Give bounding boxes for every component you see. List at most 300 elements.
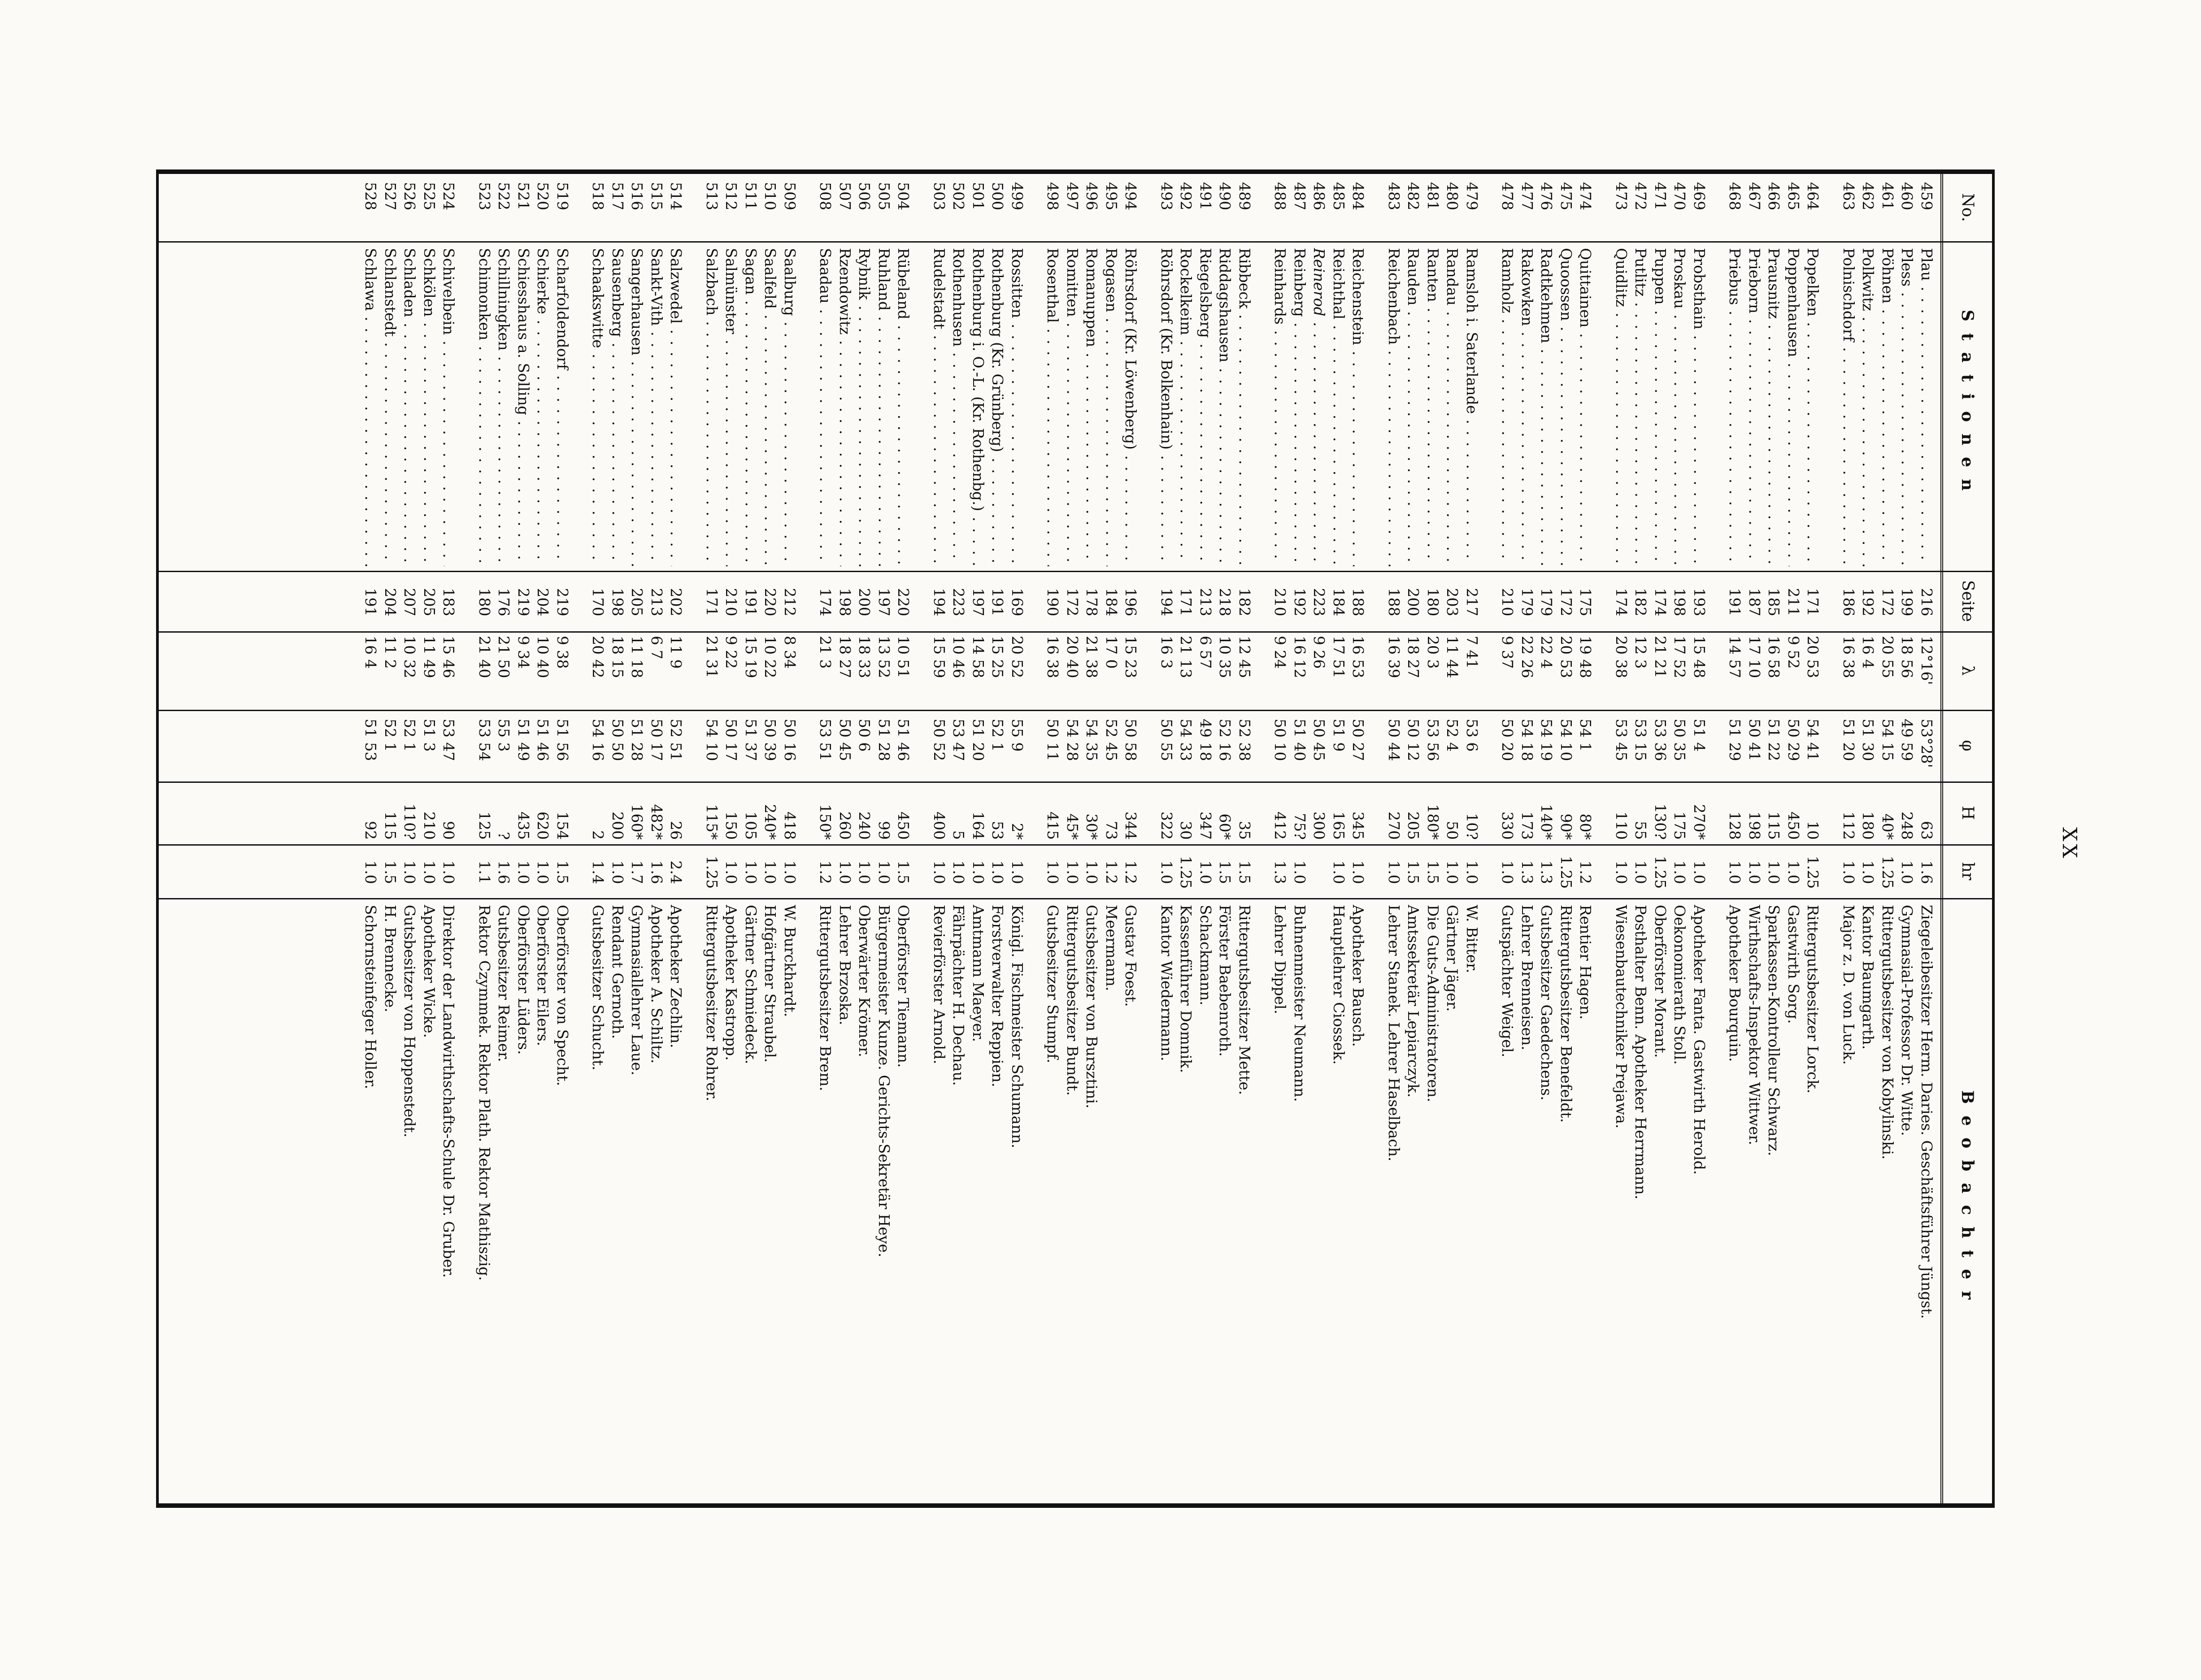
cell-lambda: 22 26 [1518, 636, 1536, 678]
cell-phi: 54 1 [1577, 719, 1595, 752]
cell-no: 522 [495, 182, 513, 210]
cell-h: 55 [1632, 821, 1650, 840]
table-row [1576, 174, 1595, 1503]
cell-station: Reichenbach . . . [1384, 248, 1403, 566]
cell-hr: 1.5 [1405, 860, 1422, 884]
cell-hr: 1.0 [1898, 860, 1916, 884]
cell-hr: 2.4 [667, 860, 685, 884]
cell-no: 491 [1197, 182, 1214, 210]
cell-station: Quidlitz . . . [1612, 248, 1631, 566]
cell-beobachter: Rentier Hagen. [1577, 905, 1595, 1020]
cell-lambda: 11 9 [667, 636, 685, 669]
cell-seite: 205 [421, 588, 438, 616]
cell-station: Pöhnen . . . [1878, 248, 1897, 566]
cell-station: Ranten . . . [1423, 248, 1442, 566]
cell-beobachter: Major z. D. von Luck. [1840, 905, 1857, 1065]
cell-lambda: 21 40 [476, 636, 493, 678]
cell-no: 470 [1671, 182, 1689, 210]
cell-station: Ramsloh i. Saterlande . . . [1462, 248, 1481, 566]
cell-no: 527 [382, 182, 399, 210]
cell-hr: 1.0 [1499, 860, 1517, 884]
cell-h: 80* [1577, 813, 1595, 840]
cell-seite: 190 [1044, 588, 1062, 616]
cell-hr: 1.0 [609, 860, 626, 884]
cell-seite: 180 [476, 588, 493, 616]
cell-phi: 51 46 [895, 719, 913, 761]
cell-lambda: 11 44 [1444, 636, 1462, 678]
cell-phi: 50 17 [722, 719, 740, 761]
cell-phi: 54 10 [1557, 719, 1575, 761]
cell-phi: 51 46 [534, 719, 552, 761]
cell-beobachter: Gutsbesitzer von Hoppenstedt. [401, 905, 419, 1137]
cell-hr: 1.0 [1463, 860, 1481, 884]
cell-no: 461 [1879, 182, 1897, 210]
cell-lambda: 17 51 [1330, 636, 1348, 678]
cell-hr: 1.5 [554, 860, 571, 884]
cell-station: Reichenstein . . . [1349, 248, 1368, 566]
cell-beobachter: Wiesenbautechniker Prejawa. [1613, 905, 1630, 1129]
table-row [608, 174, 627, 1503]
cell-station: Reinerod . . . [1310, 248, 1329, 566]
cell-lambda: 9 52 [1785, 636, 1802, 669]
table-row [930, 174, 948, 1503]
cell-h: 412 [1271, 812, 1289, 840]
cell-seite: 191 [742, 588, 760, 616]
cell-phi: 51 20 [970, 719, 987, 761]
table-row [475, 174, 494, 1503]
cell-seite: 176 [495, 588, 513, 616]
cell-h: 322 [1158, 812, 1175, 840]
cell-seite: 204 [382, 588, 399, 616]
cell-hr: 1.0 [1671, 860, 1689, 884]
cell-h: 2 [589, 830, 607, 840]
cell-phi: 51 28 [628, 719, 646, 761]
cell-h: 180 [1859, 812, 1877, 840]
table-row [1083, 174, 1101, 1503]
cell-lambda: 13 52 [875, 636, 893, 678]
cell-lambda: 9 22 [722, 636, 740, 669]
cell-hr: 1.0 [515, 860, 532, 884]
cell-phi: 50 27 [1349, 719, 1367, 761]
cell-station: Saalburg . . . [780, 248, 799, 566]
cell-seite: 223 [1310, 588, 1328, 616]
cell-lambda: 10 51 [895, 636, 913, 678]
cell-station: Polkwitz . . . [1859, 248, 1878, 566]
cell-h: 415 [1044, 812, 1062, 840]
cell-beobachter: Apotheker A. Schiltz. [648, 905, 666, 1064]
cell-hr: 1.0 [401, 860, 419, 884]
cell-seite: 169 [1009, 588, 1026, 616]
cell-no: 474 [1577, 182, 1595, 210]
cell-lambda: 15 25 [989, 636, 1007, 678]
cell-seite: 207 [401, 588, 419, 616]
cell-hr: 1.6 [1918, 860, 1936, 884]
cell-hr: 1.5 [1424, 860, 1442, 884]
cell-hr: 1.25 [1177, 855, 1195, 889]
cell-lambda: 21 13 [1177, 636, 1195, 678]
cell-h: 92 [362, 821, 380, 840]
cell-station: Schkölen . . . [420, 248, 439, 566]
cell-seite: 175 [1577, 588, 1595, 616]
cell-h: 63 [1918, 821, 1936, 840]
cell-station: Probsthain . . . [1690, 248, 1709, 566]
cell-station: Rauden . . . [1404, 248, 1423, 566]
cell-seite: 218 [1216, 588, 1234, 616]
cell-lambda: 8 34 [781, 636, 799, 669]
cell-phi: 50 55 [1158, 719, 1175, 761]
cell-phi: 51 3 [421, 719, 438, 752]
cell-lambda: 15 23 [1122, 636, 1140, 678]
cell-phi: 52 1 [401, 719, 419, 752]
table-row [1404, 174, 1423, 1503]
cell-h: 99 [875, 821, 893, 840]
cell-station: Pless . . . [1898, 248, 1917, 566]
cell-no: 475 [1557, 182, 1575, 210]
table-row [1157, 174, 1176, 1503]
cell-hr: 1.0 [836, 860, 854, 884]
cell-phi: 49 18 [1197, 719, 1214, 761]
table-row [702, 174, 721, 1503]
cell-hr: 1.25 [1557, 855, 1575, 889]
cell-station: Quoossen . . . [1557, 248, 1575, 566]
cell-phi: 51 30 [1859, 719, 1877, 761]
cell-beobachter: Gastwirth Sorg. [1785, 905, 1802, 1024]
cell-lambda: 15 59 [931, 636, 948, 678]
cell-hr: 1.2 [817, 860, 835, 884]
table-row [1177, 174, 1196, 1503]
cell-h: 435 [515, 812, 532, 840]
cell-hr: 1.0 [875, 860, 893, 884]
cell-lambda: 16 4 [362, 636, 380, 669]
cell-phi: 50 11 [1044, 719, 1062, 761]
cell-h: 45* [1064, 813, 1081, 840]
cell-seite: 211 [1785, 588, 1802, 616]
cell-h: 5 [950, 830, 968, 840]
cell-seite: 172 [1557, 588, 1575, 616]
cell-hr: 1.3 [1271, 860, 1289, 884]
cell-beobachter: Buhnenmeister Neumann. [1291, 905, 1309, 1102]
cell-phi: 51 20 [1840, 719, 1857, 761]
cell-phi: 53 47 [950, 719, 968, 761]
table-row [1216, 174, 1235, 1503]
cell-no: 490 [1216, 182, 1234, 210]
table-row [1765, 174, 1783, 1503]
cell-beobachter: Rendant Gernoth. [609, 905, 626, 1039]
cell-seite: 202 [667, 588, 685, 616]
cell-beobachter: Rittergutsbesitzer Lorck. [1804, 905, 1822, 1094]
cell-hr: 1.5 [1216, 860, 1234, 884]
cell-no: 512 [722, 182, 740, 210]
cell-seite: 191 [362, 588, 380, 616]
cell-lambda: 19 48 [1577, 636, 1595, 678]
cell-station: Putlitz . . . [1631, 248, 1650, 566]
cell-beobachter: Oekonomierath Stoll. [1671, 905, 1689, 1065]
cell-beobachter: Wirthschafts-Inspektor Wittwer. [1746, 905, 1763, 1146]
cell-hr: 1.0 [761, 860, 779, 884]
cell-phi: 50 29 [1785, 719, 1802, 761]
table-row [1310, 174, 1329, 1503]
cell-beobachter: Rittergutsbesitzer Brem. [817, 905, 835, 1091]
cell-no: 460 [1898, 182, 1916, 210]
cell-station: Quittainen . . . [1576, 248, 1595, 566]
cell-lambda: 18 27 [836, 636, 854, 678]
cell-h: 40* [1879, 813, 1897, 840]
cell-h: 200 [609, 812, 626, 840]
cell-station: Rothenburg i. O.-L. (Kr. Rothenbg.) . . . [969, 248, 987, 566]
table-header [1940, 174, 1992, 1503]
cell-h: 115 [1765, 812, 1783, 840]
table-row [361, 174, 380, 1503]
cell-hr: 1.0 [1765, 860, 1783, 884]
cell-lambda: 21 31 [703, 636, 721, 678]
cell-hr: 1.0 [970, 860, 987, 884]
cell-seite: 191 [989, 588, 1007, 616]
cell-h: 105 [742, 812, 760, 840]
cell-no: 464 [1804, 182, 1822, 210]
cell-no: 484 [1349, 182, 1367, 210]
cell-station: Röhrsdorf (Kr. Bolkenhain) . . . [1157, 248, 1176, 566]
cell-lambda: 10 46 [950, 636, 968, 678]
table-row [589, 174, 608, 1503]
cell-seite: 194 [1158, 588, 1175, 616]
cell-beobachter: Rittergutsbesitzer Bundt. [1064, 905, 1081, 1096]
cell-seite: 174 [1613, 588, 1630, 616]
cell-lambda: 18 15 [609, 636, 626, 678]
cell-seite: 182 [1236, 588, 1253, 616]
cell-no: 513 [703, 182, 721, 210]
cell-phi: 50 45 [1310, 719, 1328, 761]
cell-hr: 1.0 [1859, 860, 1877, 884]
table-row [1102, 174, 1121, 1503]
cell-beobachter: Oberförster von Specht. [554, 905, 571, 1086]
cell-hr: 1.0 [1197, 860, 1214, 884]
cell-station: Ribbeck . . . [1235, 248, 1254, 566]
cell-no: 514 [667, 182, 685, 210]
cell-station: Rockelkeim . . . [1177, 248, 1196, 566]
cell-station: Radtkehmen . . . [1537, 248, 1556, 566]
cell-beobachter: Gutsbesitzer Gaedechens. [1538, 905, 1556, 1101]
cell-phi: 53°28' [1918, 719, 1936, 768]
table-row [1384, 174, 1403, 1503]
cell-phi: 52 51 [667, 719, 685, 761]
cell-no: 518 [589, 182, 607, 210]
cell-hr: 1.5 [1236, 860, 1253, 884]
cell-station: Randau . . . [1443, 248, 1462, 566]
cell-no: 479 [1463, 182, 1481, 210]
cell-h: 330 [1499, 812, 1517, 840]
table-row [1784, 174, 1803, 1503]
cell-lambda: 16 4 [1859, 636, 1877, 669]
cell-h: 73 [1103, 821, 1120, 840]
table-row [1631, 174, 1650, 1503]
cell-station: Priebus . . . [1726, 248, 1744, 566]
cell-lambda: 11 2 [382, 636, 399, 669]
table-row [1670, 174, 1689, 1503]
cell-phi: 51 53 [362, 719, 380, 761]
cell-seite: 184 [1103, 588, 1120, 616]
cell-h: 270 [1385, 812, 1403, 840]
cell-h: 90 [440, 821, 458, 840]
cell-seite: 170 [589, 588, 607, 616]
cell-phi: 50 39 [761, 719, 779, 761]
cell-no: 523 [476, 182, 493, 210]
table-row [874, 174, 893, 1503]
cell-lambda: 10 22 [761, 636, 779, 678]
cell-seite: 210 [722, 588, 740, 616]
cell-hr: 1.6 [495, 860, 513, 884]
cell-seite: 174 [817, 588, 835, 616]
cell-station: Puppen . . . [1651, 248, 1670, 566]
cell-lambda: 12 45 [1236, 636, 1253, 678]
cell-no: 519 [554, 182, 571, 210]
cell-station: Rybnik . . . [855, 248, 874, 566]
table-row [1196, 174, 1215, 1503]
cell-beobachter: Apotheker Zechlin. [667, 905, 685, 1048]
cell-h: 240* [761, 804, 779, 840]
cell-beobachter: Königl. Fischmeister Schumann. [1009, 905, 1026, 1149]
cell-hr: 1.0 [1613, 860, 1630, 884]
cell-no: 508 [817, 182, 835, 210]
table-row [553, 174, 572, 1503]
cell-lambda: 11 18 [628, 636, 646, 678]
cell-beobachter: Ziegeleibesitzer Herm. Daries. Geschäftsführer Jüngst. [1918, 905, 1936, 1319]
table-row [1745, 174, 1764, 1503]
cell-h: 115* [703, 804, 721, 840]
cell-phi: 50 44 [1385, 719, 1403, 761]
table-row [949, 174, 968, 1503]
table-row [1329, 174, 1348, 1503]
cell-beobachter: Oberförster Morant. [1652, 905, 1669, 1058]
cell-station: Rübeland . . . [894, 248, 913, 566]
cell-lambda: 9 24 [1271, 636, 1289, 669]
cell-hr: 1.0 [1785, 860, 1802, 884]
station-table [156, 169, 1995, 1508]
cell-h: 210 [421, 812, 438, 840]
cell-hr: 1.0 [742, 860, 760, 884]
cell-no: 509 [781, 182, 799, 210]
cell-beobachter: Forstverwalter Reppien. [989, 905, 1007, 1087]
cell-seite: 200 [856, 588, 874, 616]
cell-no: 487 [1291, 182, 1309, 210]
cell-no: 510 [761, 182, 779, 210]
cell-no: 488 [1271, 182, 1289, 210]
cell-no: 517 [609, 182, 626, 210]
cell-beobachter: Lehrer Brzoska. [836, 905, 854, 1025]
cell-phi: 51 4 [1691, 719, 1708, 752]
table-row [1537, 174, 1556, 1503]
cell-lambda: 14 58 [970, 636, 987, 678]
cell-phi: 51 29 [1726, 719, 1744, 761]
cell-phi: 51 28 [875, 719, 893, 761]
cell-station: Schillningken . . . [495, 248, 513, 566]
cell-lambda: 10 35 [1216, 636, 1234, 678]
cell-seite: 210 [1499, 588, 1517, 616]
table-row [1423, 174, 1442, 1503]
cell-phi: 54 10 [703, 719, 721, 761]
cell-h: 345 [1349, 812, 1367, 840]
cell-no: 497 [1064, 182, 1081, 210]
cell-beobachter: Apotheker Bausch. [1349, 905, 1367, 1047]
cell-seite: 179 [1538, 588, 1556, 616]
cell-hr: 1.2 [1103, 860, 1120, 884]
cell-no: 472 [1632, 182, 1650, 210]
cell-no: 477 [1518, 182, 1536, 210]
cell-seite: 187 [1746, 588, 1763, 616]
cell-seite: 198 [1671, 588, 1689, 616]
cell-station: Rosenthal . . . [1044, 248, 1062, 566]
cell-h: 240 [856, 812, 874, 840]
cell-beobachter: Gutsbesitzer Schucht. [589, 905, 607, 1071]
table-row [1271, 174, 1290, 1503]
cell-h: 154 [554, 812, 571, 840]
cell-h: 418 [781, 812, 799, 840]
cell-phi: 50 20 [1499, 719, 1517, 761]
cell-seite: 199 [1898, 588, 1916, 616]
cell-phi: 54 33 [1177, 719, 1195, 761]
cell-seite: 183 [440, 588, 458, 616]
table-row [1898, 174, 1917, 1503]
cell-station: Salmünster . . . [722, 248, 741, 566]
cell-lambda: 6 7 [648, 636, 666, 660]
cell-beobachter: W. Burckhardt. [781, 905, 799, 1017]
cell-station: Ruhland . . . [874, 248, 893, 566]
cell-phi: 50 16 [781, 719, 799, 761]
cell-station: Reichthal . . . [1329, 248, 1348, 566]
cell-station: Sankt-Vith . . . [647, 248, 666, 566]
cell-seite: 188 [1349, 588, 1367, 616]
cell-phi: 54 35 [1083, 719, 1101, 761]
cell-h: 115 [382, 812, 399, 840]
cell-beobachter: W. Bitter. [1463, 905, 1481, 973]
cell-phi: 54 19 [1538, 719, 1556, 761]
cell-station: Rzendowitz . . . [835, 248, 854, 566]
cell-station: Schiesshaus a. Solling . . . [514, 248, 533, 566]
table-row [1008, 174, 1027, 1503]
cell-phi: 52 1 [382, 719, 399, 752]
cell-lambda: 16 39 [1385, 636, 1403, 678]
cell-station: Popelken . . . [1804, 248, 1823, 566]
cell-phi: 53 45 [1613, 719, 1630, 761]
cell-hr: 1.0 [1691, 860, 1708, 884]
cell-seite: 174 [1652, 588, 1669, 616]
cell-h: 344 [1122, 812, 1140, 840]
cell-seite: 172 [1064, 588, 1081, 616]
cell-station: Proskau . . . [1670, 248, 1689, 566]
table-row [1044, 174, 1062, 1503]
cell-h: 60* [1216, 813, 1234, 840]
cell-no: 524 [440, 182, 458, 210]
cell-no: 505 [875, 182, 893, 210]
cell-lambda: 16 12 [1291, 636, 1309, 678]
cell-phi: 54 18 [1518, 719, 1536, 761]
cell-lambda: 20 55 [1879, 636, 1897, 678]
cell-beobachter: H. Brennecke. [382, 905, 399, 1012]
cell-lambda: 9 26 [1310, 636, 1328, 669]
cell-no: 481 [1424, 182, 1442, 210]
cell-h: 198 [1746, 812, 1763, 840]
cell-phi: 50 17 [648, 719, 666, 761]
cell-no: 466 [1765, 182, 1783, 210]
cell-phi: 53 36 [1652, 719, 1669, 761]
cell-h: 90* [1557, 813, 1575, 840]
cell-hr: 1.3 [1538, 860, 1556, 884]
cell-seite: 223 [950, 588, 968, 616]
cell-lambda: 9 38 [554, 636, 571, 669]
cell-h: 150* [817, 804, 835, 840]
cell-phi: 51 22 [1765, 719, 1783, 761]
cell-no: 528 [362, 182, 380, 210]
cell-no: 476 [1538, 182, 1556, 210]
